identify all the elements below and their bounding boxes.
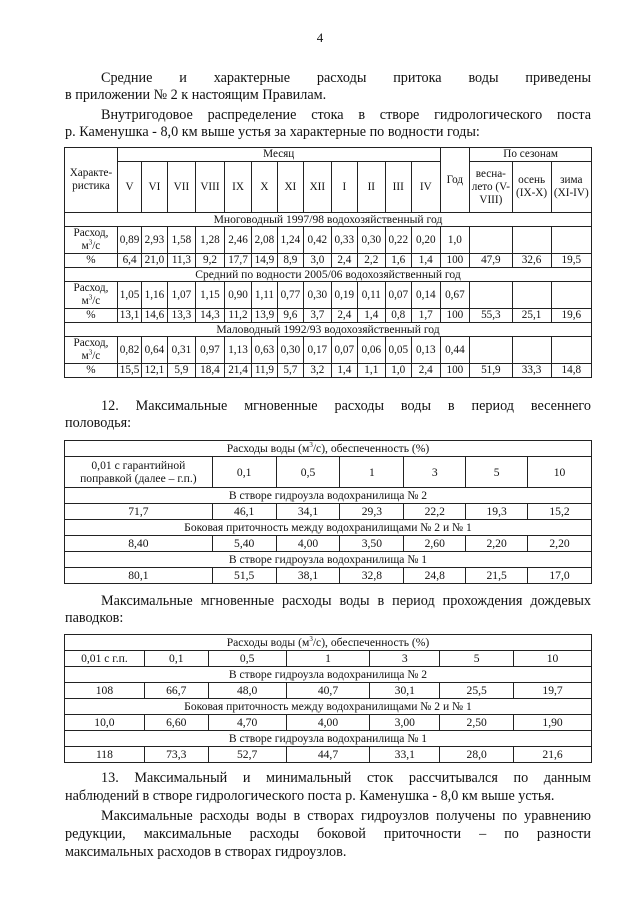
flow-cell: 0,30 <box>358 227 386 254</box>
pct-cell: 1,4 <box>412 254 441 268</box>
value-cell: 44,7 <box>286 747 370 763</box>
month-cell: X <box>252 162 277 213</box>
pct-cell: 5,9 <box>167 364 196 378</box>
pct-cell: 1,7 <box>412 309 441 323</box>
pct-cell: 11,2 <box>224 309 252 323</box>
paragraph-line: 12. Максимальные мгновенные расходы воды в период весеннего <box>101 398 591 414</box>
monthly-distribution-table <box>64 147 592 378</box>
paragraph-line: р. Каменушка - 8,0 км выше устья за характерные по водности годы: <box>65 124 480 140</box>
section-title: В створе гидроузла водохранилища № 1 <box>65 552 592 568</box>
pct-cell: 2,4 <box>331 309 357 323</box>
pct-cell: 9,6 <box>277 309 303 323</box>
value-cell: 4,00 <box>286 715 370 731</box>
flow-year-cell: 0,67 <box>440 282 470 309</box>
month-cell: IX <box>224 162 252 213</box>
pct-cell: 18,4 <box>196 364 225 378</box>
pct-cell: 9,2 <box>196 254 225 268</box>
season-value: 51,9 <box>470 364 512 378</box>
paragraph-line: Максимальные мгновенные расходы воды в период прохождения дождевых <box>101 593 591 609</box>
section-title: Многоводный 1997/98 водохозяйственный год <box>65 213 592 227</box>
pct-cell: 2,2 <box>358 254 386 268</box>
paragraph-line: Внутригодовое распределение стока в створе гидрологического поста <box>101 107 591 123</box>
flow-cell: 1,05 <box>117 282 141 309</box>
probability-cell: 3 <box>404 457 466 488</box>
probability-cell: 10 <box>514 651 592 667</box>
value-cell: 25,5 <box>440 683 514 699</box>
value-cell: 28,0 <box>440 747 514 763</box>
flow-cell: 0,30 <box>277 337 303 364</box>
value-cell: 32,8 <box>340 568 404 584</box>
pct-cell: 8,9 <box>277 254 303 268</box>
flow-cell: 0,90 <box>224 282 252 309</box>
flow-cell: 0,17 <box>304 337 332 364</box>
flow-year-cell: 0,44 <box>440 337 470 364</box>
year-header: Год <box>440 148 470 213</box>
pct-cell: 12,1 <box>142 364 167 378</box>
value-cell: 30,1 <box>370 683 440 699</box>
value-cell: 108 <box>65 683 145 699</box>
value-cell: 118 <box>65 747 145 763</box>
month-cell: IV <box>412 162 441 213</box>
flow-cell: 0,07 <box>385 282 411 309</box>
flow-cell: 1,28 <box>196 227 225 254</box>
empty-cell <box>551 282 591 309</box>
empty-cell <box>470 337 512 364</box>
flow-cell: 1,58 <box>167 227 196 254</box>
pct-cell: 14,3 <box>196 309 225 323</box>
flow-cell: 0,89 <box>117 227 141 254</box>
season-value: 19,5 <box>551 254 591 268</box>
season-cell: зима (XI-IV) <box>551 162 591 213</box>
flow-cell: 2,46 <box>224 227 252 254</box>
pct-year-cell: 100 <box>440 254 470 268</box>
pct-cell: 21,0 <box>142 254 167 268</box>
paragraph-line: половодья: <box>65 415 132 431</box>
pct-cell: 1,6 <box>385 254 411 268</box>
flow-cell: 2,08 <box>252 227 277 254</box>
empty-cell <box>512 227 551 254</box>
pct-cell: 11,3 <box>167 254 196 268</box>
value-cell: 2,60 <box>404 536 466 552</box>
paragraph-line: 13. Максимальный и минимальный сток рассчитывался по данным <box>101 770 591 786</box>
value-cell: 2,20 <box>466 536 528 552</box>
probability-cell: 0,01 с гарантийной поправкой (далее – г.п.) <box>65 457 213 488</box>
section-title: Маловодный 1992/93 водохозяйственный год <box>65 323 592 337</box>
value-cell: 17,0 <box>528 568 592 584</box>
probability-cell: 0,1 <box>212 457 276 488</box>
season-value: 25,1 <box>512 309 551 323</box>
month-cell: VIII <box>196 162 225 213</box>
flow-cell: 0,31 <box>167 337 196 364</box>
empty-cell <box>470 227 512 254</box>
page-number: 4 <box>316 30 324 45</box>
value-cell: 4,70 <box>208 715 286 731</box>
month-cell: VII <box>167 162 196 213</box>
pct-cell: 1,4 <box>358 309 386 323</box>
flow-cell: 0,06 <box>358 337 386 364</box>
pct-cell: 1,0 <box>385 364 411 378</box>
value-cell: 19,3 <box>466 504 528 520</box>
pct-cell: 21,4 <box>224 364 252 378</box>
flow-cell: 0,07 <box>331 337 357 364</box>
paragraph-line: максимальных расходов в створах гидроузлов. <box>65 844 347 860</box>
value-cell: 38,1 <box>276 568 340 584</box>
flow-year-cell: 1,0 <box>440 227 470 254</box>
flow-cell: 2,93 <box>142 227 167 254</box>
month-cell: II <box>358 162 386 213</box>
pct-year-cell: 100 <box>440 364 470 378</box>
section-title: В створе гидроузла водохранилища № 2 <box>65 667 592 683</box>
flow-cell: 0,64 <box>142 337 167 364</box>
value-cell: 80,1 <box>65 568 213 584</box>
probability-cell: 0,5 <box>208 651 286 667</box>
season-header: По сезонам <box>470 148 592 162</box>
paragraph-line: Средние и характерные расходы притока воды приведены <box>101 70 591 86</box>
value-cell: 52,7 <box>208 747 286 763</box>
table-header: Расходы воды $(м^3/с)$, обеспеченность (%) <box>65 441 592 457</box>
value-cell: 6,60 <box>144 715 208 731</box>
value-cell: 4,00 <box>276 536 340 552</box>
characteristic-header: Характе-ристика <box>65 148 118 213</box>
value-cell: 8,40 <box>65 536 213 552</box>
value-cell: 51,5 <box>212 568 276 584</box>
table-header: Расходы воды $(м^3/с)$, обеспеченность (%) <box>65 635 592 651</box>
empty-cell <box>512 282 551 309</box>
month-cell: VI <box>142 162 167 213</box>
pct-cell: 5,7 <box>277 364 303 378</box>
flow-cell: 0,77 <box>277 282 303 309</box>
month-cell: XII <box>304 162 332 213</box>
flow-label: Расход, $м^3/с$ <box>65 282 118 309</box>
pct-cell: 17,7 <box>224 254 252 268</box>
flow-label: Расход, $м^3/с$ <box>65 227 118 254</box>
flow-cell: 0,05 <box>385 337 411 364</box>
value-cell: 2,50 <box>440 715 514 731</box>
empty-cell <box>512 337 551 364</box>
value-cell: 29,3 <box>340 504 404 520</box>
pct-cell: 2,4 <box>412 364 441 378</box>
rain-flood-table <box>64 634 592 763</box>
paragraph-line: наблюдений в створе гидрологического поста р. Каменушка - 8,0 км выше устья. <box>65 788 555 804</box>
flow-cell: 1,24 <box>277 227 303 254</box>
month-header: Месяц <box>117 148 440 162</box>
paragraph-line: редукции, максимальные расходы боковой приточности – по разности <box>65 826 591 842</box>
pct-year-cell: 100 <box>440 309 470 323</box>
pct-cell: 13,1 <box>117 309 141 323</box>
flow-cell: 1,07 <box>167 282 196 309</box>
season-cell: весна-лето (V-VIII) <box>470 162 512 213</box>
pct-label: % <box>65 364 118 378</box>
value-cell: 2,20 <box>528 536 592 552</box>
flow-cell: 1,13 <box>224 337 252 364</box>
flow-cell: 0,33 <box>331 227 357 254</box>
value-cell: 1,90 <box>514 715 592 731</box>
value-cell: 5,40 <box>212 536 276 552</box>
month-cell: I <box>331 162 357 213</box>
pct-cell: 6,4 <box>117 254 141 268</box>
pct-cell: 13,3 <box>167 309 196 323</box>
flow-cell: 0,30 <box>304 282 332 309</box>
pct-cell: 13,9 <box>252 309 277 323</box>
probability-cell: 10 <box>528 457 592 488</box>
probability-cell: 0,5 <box>276 457 340 488</box>
flow-cell: 0,20 <box>412 227 441 254</box>
season-value: 47,9 <box>470 254 512 268</box>
flow-cell: 1,11 <box>252 282 277 309</box>
pct-cell: 3,0 <box>304 254 332 268</box>
value-cell: 66,7 <box>144 683 208 699</box>
value-cell: 3,00 <box>370 715 440 731</box>
flow-cell: 0,63 <box>252 337 277 364</box>
flow-cell: 0,42 <box>304 227 332 254</box>
season-value: 55,3 <box>470 309 512 323</box>
empty-cell <box>470 282 512 309</box>
value-cell: 10,0 <box>65 715 145 731</box>
section-title: Боковая приточность между водохранилищами № 2 и № 1 <box>65 520 592 536</box>
value-cell: 46,1 <box>212 504 276 520</box>
probability-cell: 5 <box>440 651 514 667</box>
season-value: 19,6 <box>551 309 591 323</box>
flow-cell: 1,15 <box>196 282 225 309</box>
section-title: В створе гидроузла водохранилища № 2 <box>65 488 592 504</box>
value-cell: 34,1 <box>276 504 340 520</box>
pct-cell: 15,5 <box>117 364 141 378</box>
flow-cell: 1,16 <box>142 282 167 309</box>
value-cell: 33,1 <box>370 747 440 763</box>
pct-cell: 14,9 <box>252 254 277 268</box>
month-cell: III <box>385 162 411 213</box>
value-cell: 21,5 <box>466 568 528 584</box>
pct-cell: 14,6 <box>142 309 167 323</box>
pct-cell: 0,8 <box>385 309 411 323</box>
pct-cell: 3,7 <box>304 309 332 323</box>
flow-cell: 0,13 <box>412 337 441 364</box>
pct-label: % <box>65 309 118 323</box>
pct-cell: 11,9 <box>252 364 277 378</box>
month-cell: XI <box>277 162 303 213</box>
paragraph-line: паводков: <box>65 610 124 626</box>
value-cell: 19,7 <box>514 683 592 699</box>
empty-cell <box>551 337 591 364</box>
probability-cell: 1 <box>340 457 404 488</box>
value-cell: 24,8 <box>404 568 466 584</box>
season-value: 14,8 <box>551 364 591 378</box>
pct-cell: 3,2 <box>304 364 332 378</box>
value-cell: 73,3 <box>144 747 208 763</box>
flow-cell: 0,19 <box>331 282 357 309</box>
empty-cell <box>551 227 591 254</box>
paragraph-line: в приложении № 2 к настоящим Правилам. <box>65 87 327 103</box>
spring-flood-table <box>64 440 592 584</box>
flow-cell: 0,11 <box>358 282 386 309</box>
season-value: 33,3 <box>512 364 551 378</box>
probability-cell: 1 <box>286 651 370 667</box>
value-cell: 40,7 <box>286 683 370 699</box>
flow-cell: 0,22 <box>385 227 411 254</box>
probability-cell: 0,01 с г.п. <box>65 651 145 667</box>
flow-cell: 0,14 <box>412 282 441 309</box>
section-title: Боковая приточность между водохранилищами № 2 и № 1 <box>65 699 592 715</box>
section-title: Средний по водности 2005/06 водохозяйственный год <box>65 268 592 282</box>
value-cell: 3,50 <box>340 536 404 552</box>
probability-cell: 5 <box>466 457 528 488</box>
value-cell: 15,2 <box>528 504 592 520</box>
value-cell: 48,0 <box>208 683 286 699</box>
flow-label: Расход, $м^3/с$ <box>65 337 118 364</box>
value-cell: 22,2 <box>404 504 466 520</box>
value-cell: 71,7 <box>65 504 213 520</box>
pct-cell: 1,1 <box>358 364 386 378</box>
flow-cell: 0,82 <box>117 337 141 364</box>
season-value: 32,6 <box>512 254 551 268</box>
probability-cell: 3 <box>370 651 440 667</box>
pct-cell: 2,4 <box>331 254 357 268</box>
value-cell: 21,6 <box>514 747 592 763</box>
season-cell: осень (IX-X) <box>512 162 551 213</box>
flow-cell: 0,97 <box>196 337 225 364</box>
pct-label: % <box>65 254 118 268</box>
section-title: В створе гидроузла водохранилища № 1 <box>65 731 592 747</box>
paragraph-line: Максимальные расходы воды в створах гидроузлов получены по уравнению <box>101 808 591 824</box>
pct-cell: 1,4 <box>331 364 357 378</box>
probability-cell: 0,1 <box>144 651 208 667</box>
month-cell: V <box>117 162 141 213</box>
